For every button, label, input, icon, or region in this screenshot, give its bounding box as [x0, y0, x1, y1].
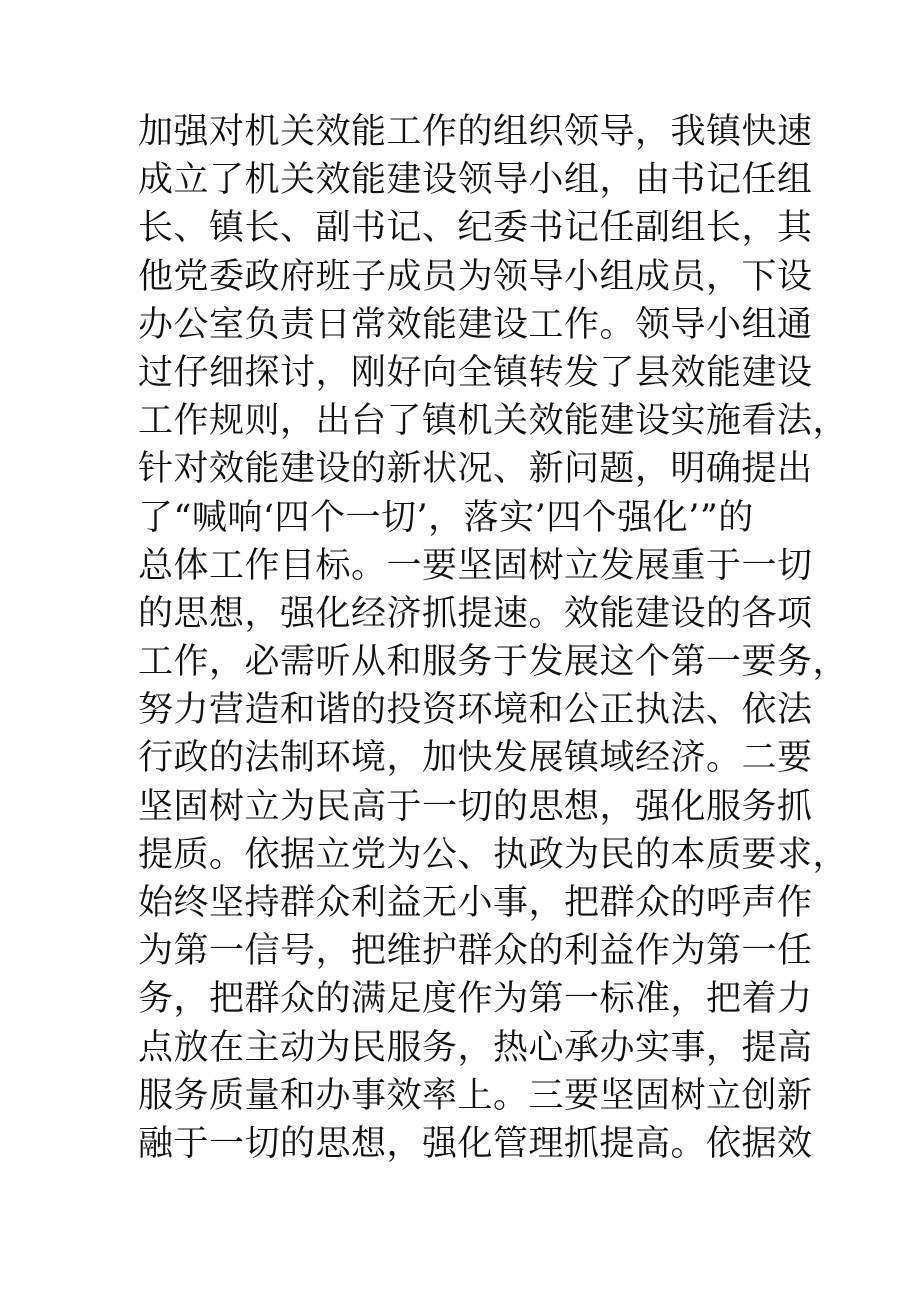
text-line: 为第一信号，把维护群众的利益作为第一任 [138, 931, 813, 972]
text-line: 融于一切的思想，强化管理抓提高。依据效 [138, 1123, 813, 1164]
text-line: 他党委政府班子成员为领导小组成员，下设 [138, 256, 813, 297]
body-paragraph [138, 108, 849, 1168]
text-line: 办公室负责日常效能建设工作。领导小组通 [138, 304, 813, 345]
text-line: 成立了机关效能建设领导小组，由书记任组 [138, 160, 813, 201]
text-line: 始终坚持群众利益无小事，把群众的呼声作 [138, 883, 813, 923]
text-line: 行政的法制环境，加快发展镇域经济。二要 [138, 738, 813, 779]
text-line: 了“喊响‘四个一切’，落实’四个强化’”的 [138, 497, 754, 538]
text-line: 长、镇长、副书记、纪委书记任副组长，其 [138, 208, 813, 249]
text-line: 过仔细探讨，刚好向全镇转发了县效能建设 [138, 352, 813, 393]
text-line: 提质。依据立党为公、执政为民的本质要求， [138, 834, 849, 875]
text-line: 工作规则，出台了镇机关效能建设实施看法， [138, 401, 849, 442]
text-line: 加强对机关效能工作的组织领导，我镇快速 [138, 112, 813, 152]
text-line: 服务质量和办事效率上。三要坚固树立创新 [138, 1075, 813, 1116]
text-line: 针对效能建设的新状况、新问题，明确提出 [138, 449, 813, 490]
text-line: 的思想，强化经济抓提速。效能建设的各项 [138, 593, 813, 634]
text-line: 坚固树立为民高于一切的思想，强化服务抓 [138, 786, 813, 827]
text-line: 努力营造和谐的投资环境和公正执法、依法 [138, 690, 813, 731]
text-line: 总体工作目标。一要坚固树立发展重于一切 [138, 545, 813, 586]
text-line: 务，把群众的满足度作为第一标准，把着力 [138, 979, 813, 1020]
text-line: 点放在主动为民服务，热心承办实事，提高 [138, 1027, 813, 1068]
text-line: 工作，必需听从和服务于发展这个第一要务， [138, 642, 849, 683]
